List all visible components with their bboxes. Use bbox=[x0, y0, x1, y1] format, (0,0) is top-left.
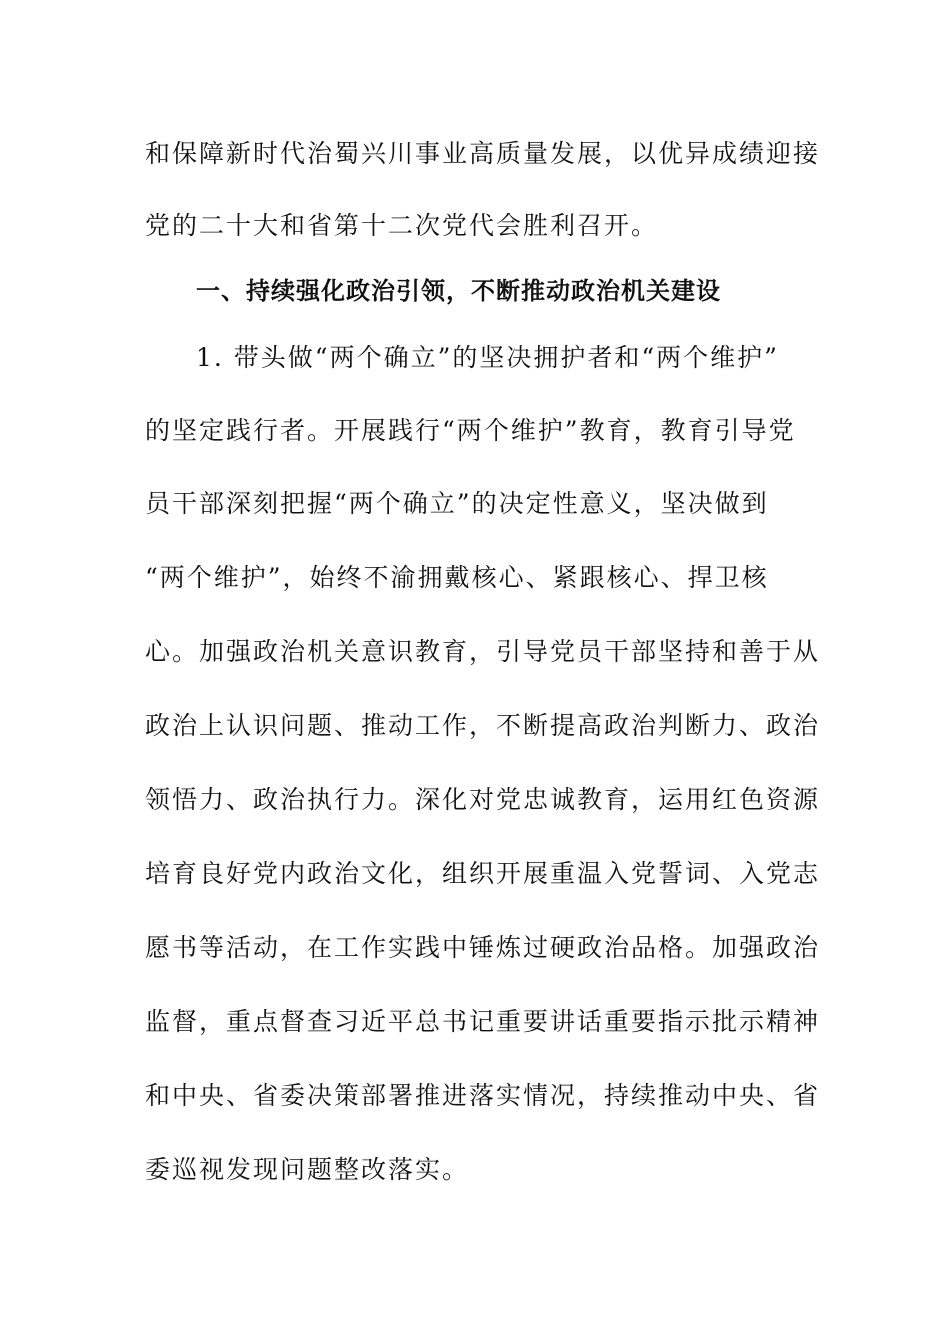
paragraph-line: 愿书等活动，在工作实践中锤炼过硬政治品格。加强政治 bbox=[145, 933, 821, 962]
paragraph-line: 政治上认识问题、推动工作，不断提高政治判断力、政治 bbox=[145, 711, 821, 740]
paragraph-line: 心。加强政治机关意识教育，引导党员干部坚持和善于从 bbox=[145, 637, 821, 666]
paragraph-line: 委巡视发现问题整改落实。 bbox=[145, 1155, 470, 1184]
paragraph-line: 监督，重点督查习近平总书记重要讲话重要指示批示精神 bbox=[145, 1007, 821, 1036]
paragraph-line: 1. 带头做“两个确立”的坚决拥护者和“两个维护” bbox=[196, 343, 779, 372]
section-heading: 一、持续强化政治引领，不断推动政治机关建设 bbox=[196, 277, 721, 305]
paragraph-line: 培育良好党内政治文化，组织开展重温入党誓词、入党志 bbox=[145, 859, 821, 888]
paragraph-line: 领悟力、政治执行力。深化对党忠诚教育，运用红色资源 bbox=[145, 785, 821, 814]
paragraph-line: 员干部深刻把握“两个确立”的决定性意义，坚决做到 bbox=[145, 489, 769, 518]
paragraph-line: “两个维护”，始终不渝拥戴核心、紧跟核心、捍卫核 bbox=[145, 563, 769, 592]
paragraph-line: 和中央、省委决策部署推进落实情况，持续推动中央、省 bbox=[145, 1081, 821, 1110]
paragraph-line: 的坚定践行者。开展践行“两个维护”教育，教育引导党 bbox=[145, 416, 796, 445]
paragraph-line: 和保障新时代治蜀兴川事业高质量发展，以优异成绩迎接 bbox=[145, 139, 821, 168]
paragraph-line: 党的二十大和省第十二次党代会胜利召开。 bbox=[145, 211, 659, 240]
